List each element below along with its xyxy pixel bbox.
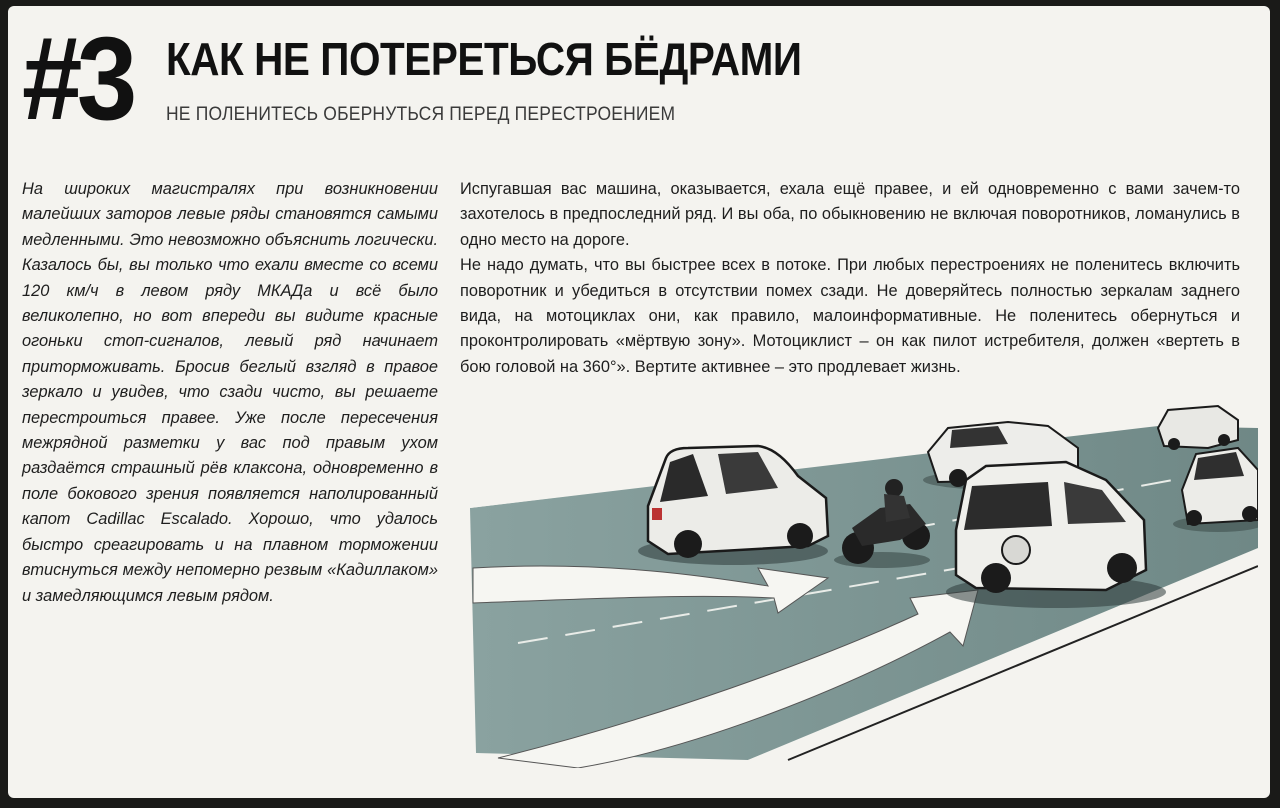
section-number: #3 xyxy=(22,13,132,145)
magazine-page xyxy=(8,6,1270,798)
page-title: КАК НЕ ПОТЕРЕТЬСЯ БЁДРАМИ xyxy=(166,33,802,85)
left-column-text: На широких магистралях при возникновении малейших заторов левые ряды становятся самыми медленными. Это невозможно объяснить логически. Казалось бы, вы только что ехали вместе со всеми 120 км/ч в левом ряду МКАДа и всё было великолепно, но вот впереди вы видите красные огоньки стоп-сигналов, левый ряд начинает приторможивать. Бросив беглый взгляд в правое зеркало и увидев, что сзади чисто, вы решаете перестроиться правее. Уже после пересечения межрядной разметки у вас под правым ухом раздаётся страшный рёв клаксона, одновременно в поле бокового зрения появляется наполированный капот Cadillac Escalado. Хорошо, что удалось быстро среагировать и на плавном торможении втиснуться между непомерно резвым «Кадиллаком» и замедляющимся левым рядом. xyxy=(22,180,438,605)
road-traffic-illustration xyxy=(458,398,1258,768)
right-column-text xyxy=(460,177,1240,380)
right-paragraph-1: Испугавшая вас машина, оказывается, ехала ещё правее, и ей одновременно с вами зачем-то захотелось в предпоследний ряд. И вы оба, по обыкновению не включая поворотников, ломанулись в одно место на дороге. xyxy=(460,180,1240,249)
page-subtitle: НЕ ПОЛЕНИТЕСЬ ОБЕРНУТЬСЯ ПЕРЕД ПЕРЕСТРОЕНИЕМ xyxy=(166,104,676,125)
right-paragraph-2: Не надо думать, что вы быстрее всех в потоке. При любых перестроениях не поленитесь включить поворотник и убедиться в отсутствии помех сзади. Не доверяйтесь полностью зеркалам заднего вида, на мотоциклах они, как правило, малоинформативные. Не поленитесь обернуться и проконтролировать «мёртвую зону». Мотоциклист – он как пилот истребителя, должен «вертеть в бою головой на 360°». Вертите активнее – это продлевает жизнь. xyxy=(460,256,1240,376)
distant-car xyxy=(1158,406,1238,450)
